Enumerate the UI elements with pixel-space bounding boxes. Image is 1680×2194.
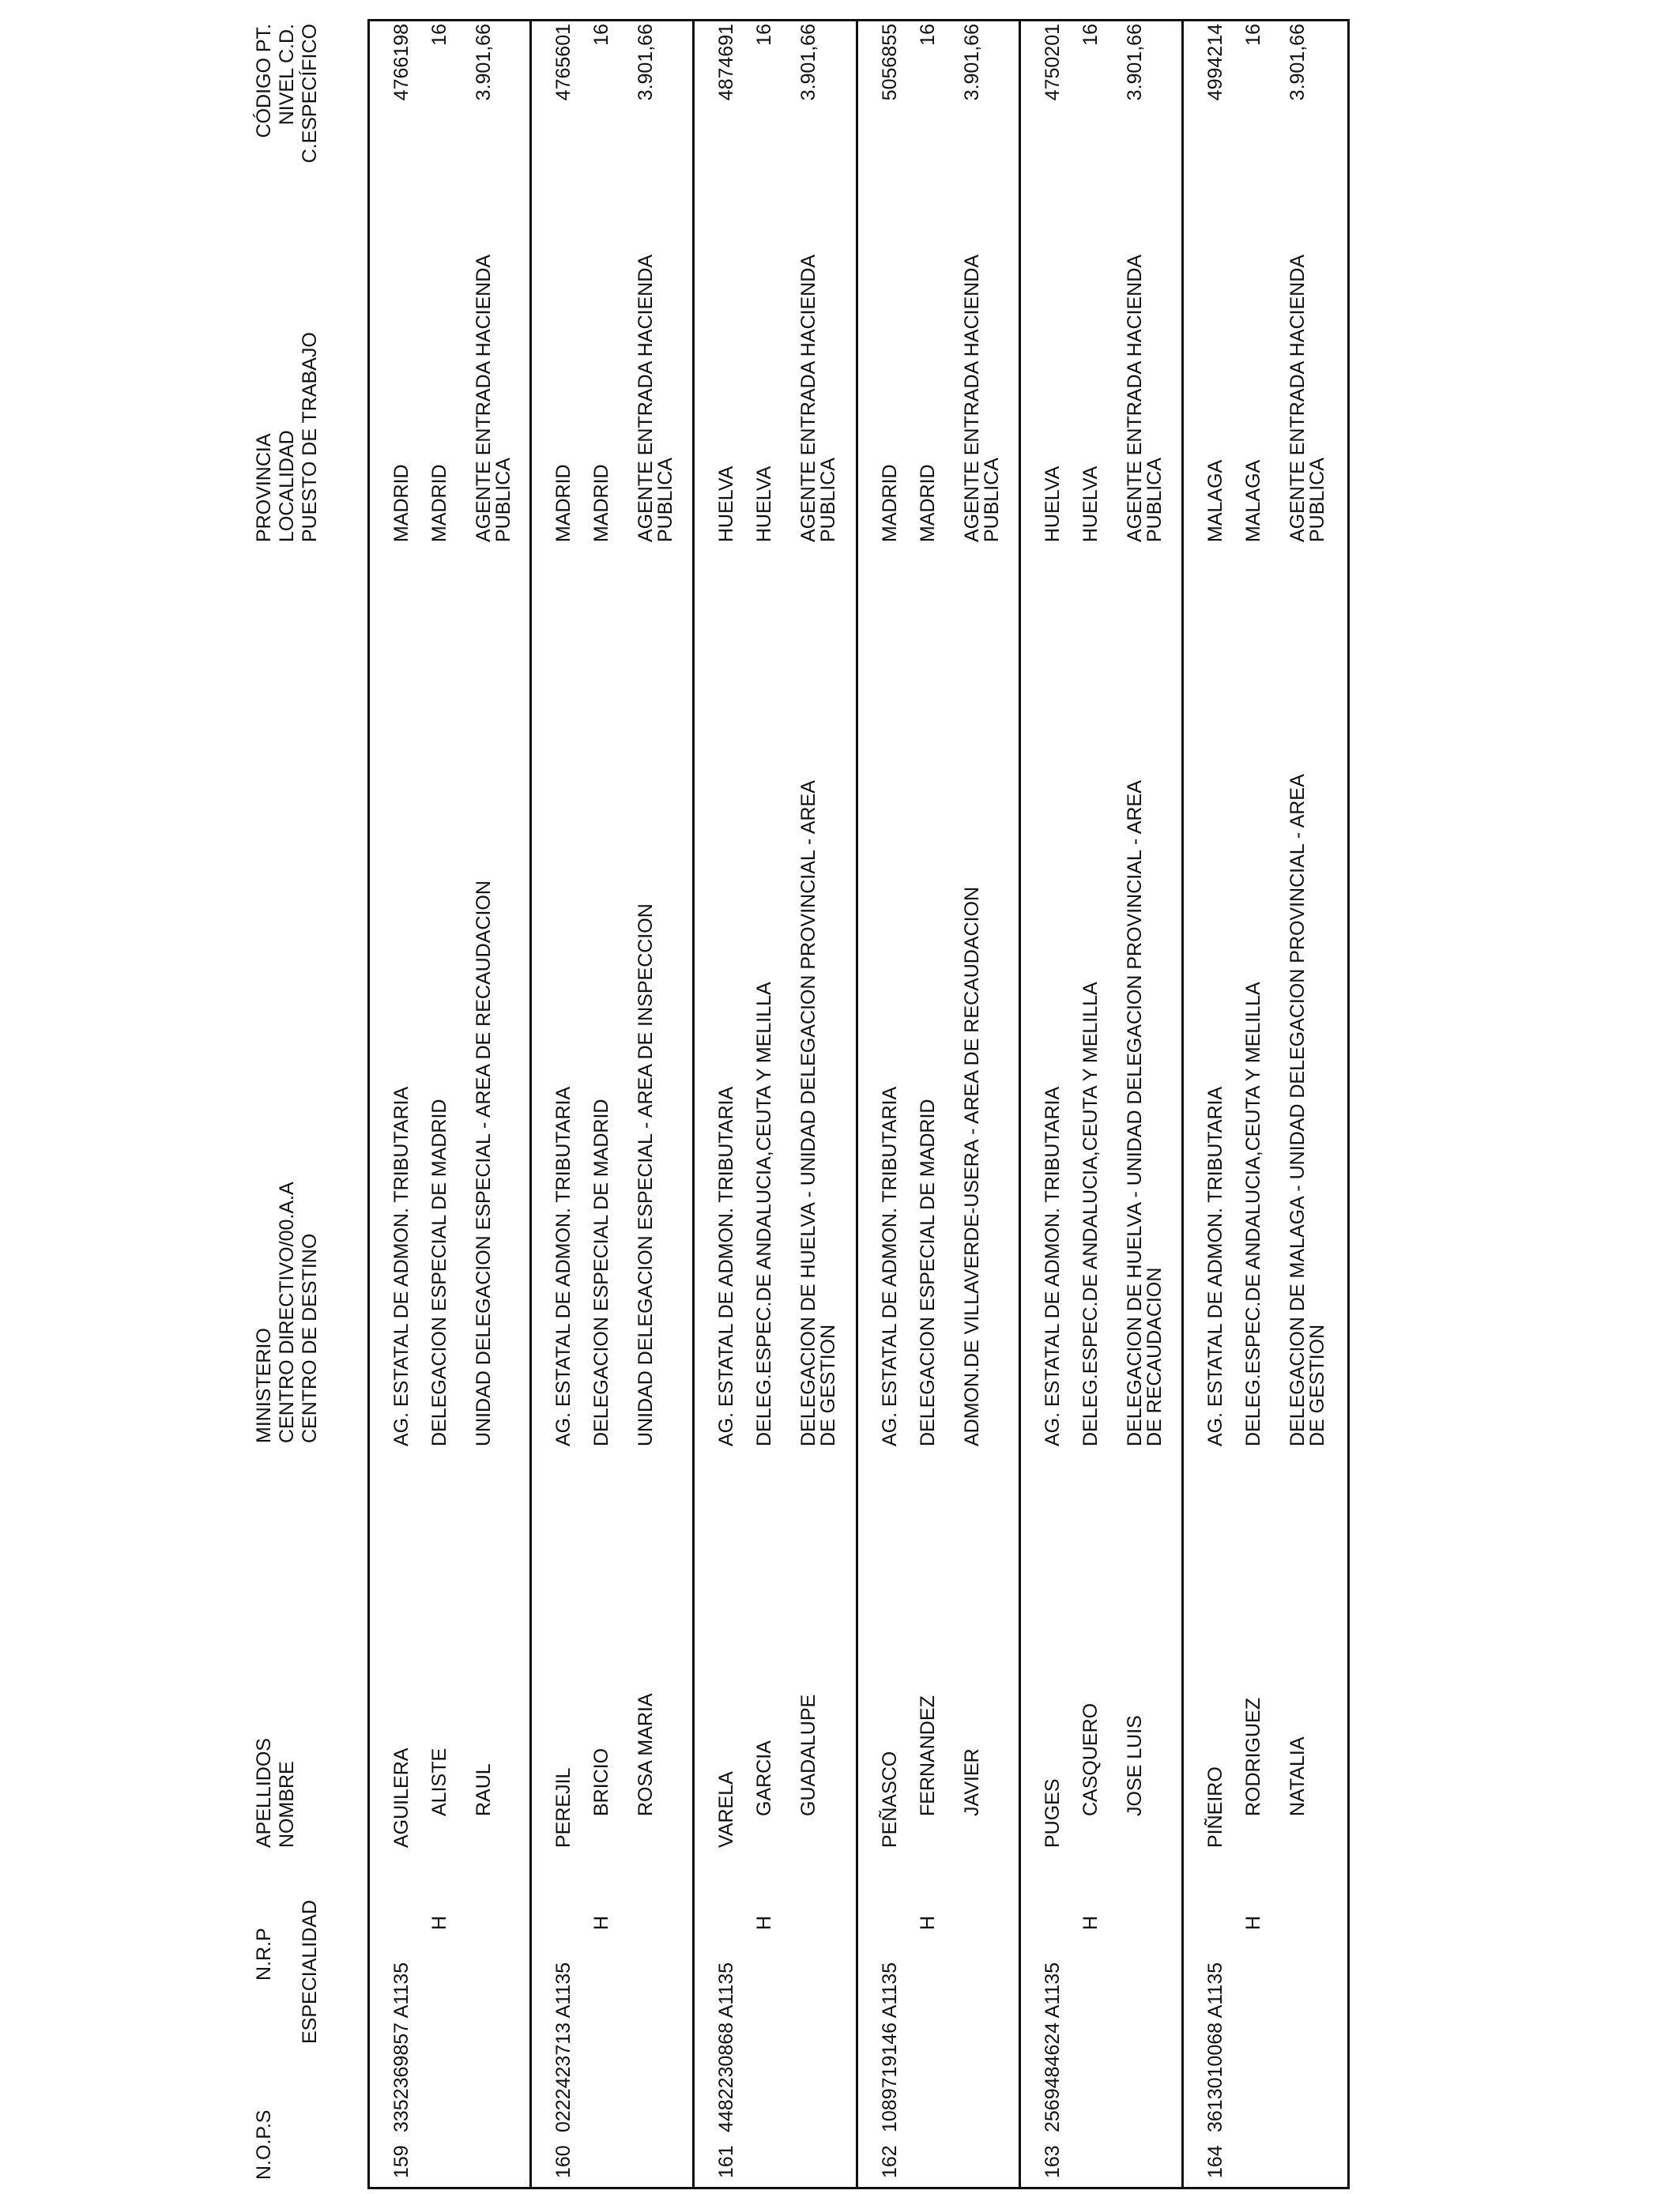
provincia-cell: MADRID: [879, 464, 901, 542]
header-ministerio-label: MINISTERIO: [253, 1328, 275, 1443]
especifico-cell: 3.901,66: [797, 24, 819, 101]
codigo-cell: 4874691: [715, 24, 737, 101]
centro-destino-cell: UNIDAD DELEGACION ESPECIAL - AREA DE INSPECCION: [635, 903, 657, 1446]
localidad-cell: MADRID: [428, 464, 450, 542]
puesto-cell: AGENTE ENTRADA HACIENDA PUBLICA: [1286, 255, 1328, 542]
nops-cell: 164: [1204, 2145, 1226, 2178]
localidad-cell: HUELVA: [1079, 466, 1102, 542]
nops-cell: 160: [552, 2145, 574, 2178]
record-row: [370, 19, 529, 2189]
apellido1-cell: AGUILERA: [390, 1747, 412, 1848]
nivel-cell: 16: [1242, 24, 1264, 46]
especifico-cell: 3.901,66: [635, 24, 657, 101]
nrp-cell: 3613010068 A1135: [1204, 1962, 1226, 2132]
ministerio-cell: AG. ESTATAL DE ADMON. TRIBUTARIA: [1042, 1086, 1064, 1446]
header-nrp-label: N.R.P: [253, 1928, 275, 1981]
localidad-cell: MALAGA: [1242, 459, 1264, 542]
centro-directivo-cell: DELEGACION ESPECIAL DE MADRID: [917, 1099, 939, 1446]
puesto-cell: AGENTE ENTRADA HACIENDA PUBLICA: [797, 255, 839, 542]
record-row: [858, 19, 1019, 2189]
nrp-cell: 3352369857 A1135: [390, 1962, 412, 2132]
especifico-cell: 3.901,66: [961, 24, 983, 101]
header-localidad-label: LOCALIDAD: [276, 430, 298, 542]
localidad-cell: MADRID: [590, 464, 612, 542]
nombre-cell: NATALIA: [1286, 1736, 1309, 1816]
header-centro-directivo-label: CENTRO DIRECTIVO/00.A.A: [276, 1182, 298, 1443]
nrp-cell: 1089719146 A1135: [879, 1962, 901, 2132]
sexo-cell: H: [1079, 1915, 1102, 1930]
header-especialidad-label: ESPECIALIDAD: [299, 1899, 321, 2044]
apellido1-cell: PIÑEIRO: [1204, 1766, 1226, 1848]
sexo-cell: H: [917, 1915, 939, 1930]
ministerio-cell: AG. ESTATAL DE ADMON. TRIBUTARIA: [390, 1086, 412, 1446]
nops-cell: 161: [715, 2145, 737, 2178]
provincia-cell: MALAGA: [1204, 459, 1226, 542]
codigo-cell: 4766198: [390, 24, 412, 101]
codigo-cell: 4750201: [1042, 24, 1064, 101]
puesto-cell: AGENTE ENTRADA HACIENDA PUBLICA: [961, 255, 1003, 542]
header-nivel-label: NIVEL C.D.: [276, 24, 298, 126]
header-nombre-label: NOMBRE: [276, 1761, 298, 1848]
especifico-cell: 3.901,66: [1124, 24, 1146, 101]
record-row: [532, 19, 692, 2189]
ministerio-cell: AG. ESTATAL DE ADMON. TRIBUTARIA: [879, 1086, 901, 1446]
header-provincia-block: [253, 332, 322, 542]
nivel-cell: 16: [753, 24, 775, 46]
header-ministerio-block: [253, 1182, 322, 1443]
centro-destino-cell: UNIDAD DELEGACION ESPECIAL - AREA DE RECAUDACION: [473, 880, 495, 1446]
apellido2-cell: BRICIO: [590, 1747, 612, 1816]
record-row: [695, 19, 856, 2189]
apellido2-cell: FERNANDEZ: [917, 1695, 939, 1816]
ministerio-cell: AG. ESTATAL DE ADMON. TRIBUTARIA: [715, 1086, 737, 1446]
especifico-cell: 3.901,66: [473, 24, 495, 101]
record-row: [1184, 19, 1347, 2189]
puesto-cell: AGENTE ENTRADA HACIENDA PUBLICA: [635, 255, 676, 542]
especifico-cell: 3.901,66: [1286, 24, 1309, 101]
header-apellidos-block: [253, 1738, 299, 1848]
nops-cell: 159: [390, 2145, 412, 2178]
puesto-cell: AGENTE ENTRADA HACIENDA PUBLICA: [1124, 255, 1166, 542]
apellido2-cell: RODRIGUEZ: [1242, 1698, 1264, 1816]
nrp-cell: 0222423713 A1135: [552, 1962, 574, 2132]
centro-destino-cell: DELEGACION DE MALAGA - UNIDAD DELEGACION PROVINCIAL - AREA DE GESTION: [1286, 775, 1328, 1446]
centro-directivo-cell: DELEG.ESPEC.DE ANDALUCIA,CEUTA Y MELILLA: [1242, 982, 1264, 1446]
nivel-cell: 16: [917, 24, 939, 46]
codigo-cell: 4765601: [552, 24, 574, 101]
header-codigo-block: [253, 24, 322, 202]
localidad-cell: HUELVA: [753, 466, 775, 542]
apellido1-cell: PUGES: [1042, 1778, 1064, 1848]
centro-directivo-cell: DELEGACION ESPECIAL DE MADRID: [428, 1099, 450, 1446]
puesto-cell: AGENTE ENTRADA HACIENDA PUBLICA: [473, 255, 514, 542]
nombre-cell: JOSE LUIS: [1124, 1715, 1146, 1816]
centro-destino-cell: DELEGACION DE HUELVA - UNIDAD DELEGACION PROVINCIAL - AREA DE GESTION: [797, 781, 839, 1446]
apellido1-cell: PEÑASCO: [879, 1751, 901, 1848]
apellido1-cell: VARELA: [715, 1771, 737, 1848]
codigo-cell: 5056855: [879, 24, 901, 101]
apellido2-cell: GARCIA: [753, 1740, 775, 1816]
nombre-cell: ROSA MARIA: [635, 1693, 657, 1816]
nops-cell: 163: [1042, 2145, 1064, 2178]
header-nops-label: N.O.P.S: [253, 2109, 275, 2180]
header-nrp-block: [253, 1928, 276, 1981]
sexo-cell: H: [428, 1915, 450, 1930]
provincia-cell: HUELVA: [715, 466, 737, 542]
header-especialidad: [299, 1900, 322, 2044]
nops-cell: 162: [879, 2145, 901, 2178]
ministerio-cell: AG. ESTATAL DE ADMON. TRIBUTARIA: [1204, 1086, 1226, 1446]
centro-directivo-cell: DELEGACION ESPECIAL DE MADRID: [590, 1099, 612, 1446]
localidad-cell: MADRID: [917, 464, 939, 542]
header-provincia-label: PROVINCIA: [253, 433, 275, 542]
header-apellidos-label: APELLIDOS: [253, 1738, 275, 1848]
nivel-cell: 16: [1079, 24, 1102, 46]
nombre-cell: GUADALUPE: [797, 1694, 819, 1816]
centro-directivo-cell: DELEG.ESPEC.DE ANDALUCIA,CEUTA Y MELILLA: [1079, 982, 1102, 1446]
centro-destino-cell: DELEGACION DE HUELVA - UNIDAD DELEGACION PROVINCIAL - AREA DE RECAUDACION: [1124, 781, 1166, 1446]
apellido2-cell: ALISTE: [428, 1747, 450, 1816]
provincia-cell: MADRID: [552, 464, 574, 542]
ministerio-cell: AG. ESTATAL DE ADMON. TRIBUTARIA: [552, 1086, 574, 1446]
codigo-cell: 4994214: [1204, 24, 1226, 101]
apellido2-cell: CASQUERO: [1079, 1702, 1102, 1816]
nivel-cell: 16: [428, 24, 450, 46]
nombre-cell: JAVIER: [961, 1748, 983, 1816]
centro-directivo-cell: DELEG.ESPEC.DE ANDALUCIA,CEUTA Y MELILLA: [753, 982, 775, 1446]
header-especifico-label: C.ESPECÍFICO: [299, 24, 321, 164]
provincia-cell: MADRID: [390, 464, 412, 542]
centro-destino-cell: ADMON.DE VILLAVERDE-USERA - AREA DE RECAUDACION: [961, 886, 983, 1446]
header-puesto-label: PUESTO DE TRABAJO: [299, 332, 321, 542]
header-centro-destino-label: CENTRO DE DESTINO: [299, 1233, 321, 1443]
record-row: [1021, 19, 1181, 2189]
sexo-cell: H: [1242, 1915, 1264, 1930]
nrp-cell: 4482230868 A1135: [715, 1962, 737, 2132]
header-nops: [253, 2110, 276, 2180]
sexo-cell: H: [753, 1915, 775, 1930]
provincia-cell: HUELVA: [1042, 466, 1064, 542]
header-codigo-label: CÓDIGO PT.: [253, 24, 275, 138]
nombre-cell: RAUL: [473, 1763, 495, 1816]
nivel-cell: 16: [590, 24, 612, 46]
apellido1-cell: PEREJIL: [552, 1767, 574, 1848]
sexo-cell: H: [590, 1915, 612, 1930]
nrp-cell: 2569484624 A1135: [1042, 1962, 1064, 2132]
